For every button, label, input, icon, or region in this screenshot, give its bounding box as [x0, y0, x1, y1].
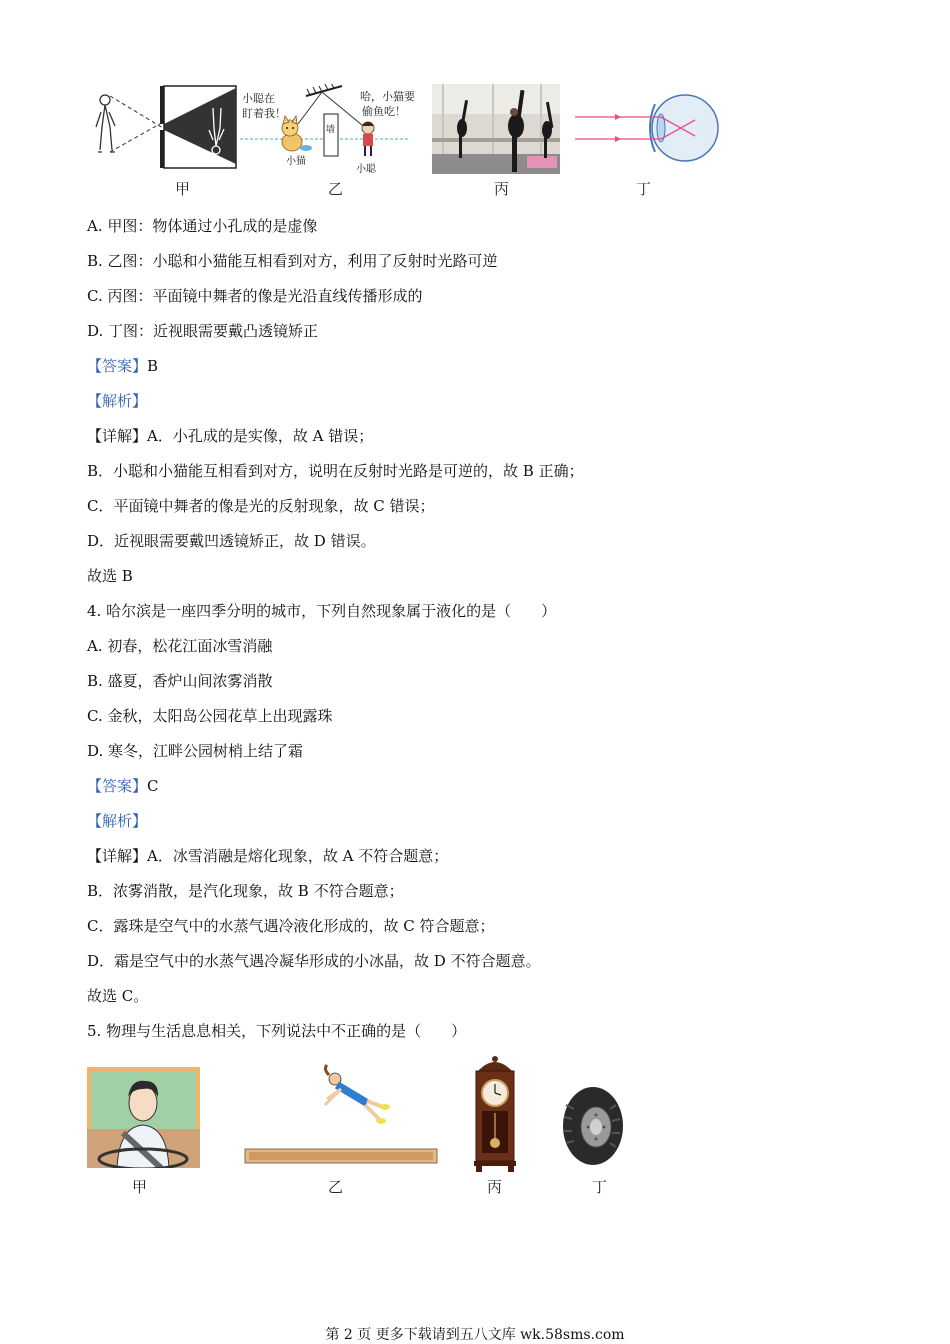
- pinhole-figure: [88, 82, 240, 172]
- pendulum-clock-figure: [470, 1055, 520, 1172]
- speech-cat-line1: 小聪在: [242, 92, 275, 105]
- q4-option-a: A. 初春，松花江面冰雪消融: [87, 637, 273, 655]
- dancer-mirror-photo: [432, 84, 560, 174]
- figure-caption-ding: 丁: [636, 180, 652, 198]
- q4-conclusion: 故选 C。: [87, 987, 149, 1005]
- q5-caption-jia: 甲: [132, 1178, 148, 1196]
- answer-value: C: [147, 777, 159, 795]
- boy-icon: [362, 122, 374, 156]
- q5-caption-bing: 丙: [487, 1178, 503, 1196]
- page-footer: 第 2 页 更多下载请到五八文库 wk.58sms.com: [325, 1327, 625, 1343]
- q3-analysis-tag: 【解析】: [87, 392, 148, 410]
- q3-detail-d: D．近视眼需要戴凹透镜矫正，故 D 错误。: [87, 532, 376, 550]
- q4-answer: [87, 776, 159, 796]
- detail-text: A．冰雪消融是熔化现象，故 A 不符合题意；: [147, 847, 449, 865]
- cat-icon: [282, 116, 312, 151]
- q3-option-c: C. 丙图：平面镜中舞者的像是光沿直线传播形成的: [87, 287, 423, 305]
- long-jump-figure: [243, 1063, 440, 1171]
- q4-analysis-tag: 【解析】: [87, 812, 148, 830]
- q3-detail-b: B．小聪和小猫能互相看到对方，说明在反射时光路是可逆的，故 B 正确；: [87, 462, 584, 480]
- driver-seatbelt-figure: [87, 1067, 200, 1168]
- q5-stem: 5. 物理与生活息息相关，下列说法中不正确的是（ ）: [87, 1022, 467, 1040]
- detail-text: A．小孔成的是实像，故 A 错误；: [147, 427, 374, 445]
- q4-detail-a: [87, 846, 448, 866]
- speech-cat-line2: 盯着我！: [242, 107, 286, 120]
- q4-option-c: C. 金秋，太阳岛公园花草上出现露珠: [87, 707, 333, 725]
- jumper-icon: [325, 1065, 390, 1124]
- figure-caption-bing: 丙: [494, 180, 510, 198]
- q3-option-a: A. 甲图：物体通过小孔成的是虚像: [87, 217, 318, 235]
- answer-value: B: [147, 357, 159, 375]
- boy-label: 小聪: [356, 164, 376, 175]
- eye-diagram: [575, 90, 720, 168]
- answer-tag: 【答案】: [87, 357, 148, 375]
- q4-detail-d: D．霜是空气中的水蒸气遇冷凝华形成的小冰晶，故 D 不符合题意。: [87, 952, 541, 970]
- tire-figure: [560, 1085, 626, 1167]
- q3-detail-c: C．平面镜中舞者的像是光的反射现象，故 C 错误；: [87, 497, 435, 515]
- q3-option-d: D. 丁图：近视眼需要戴凸透镜矫正: [87, 322, 319, 340]
- q4-detail-b: B．浓雾消散，是汽化现象，故 B 不符合题意；: [87, 882, 404, 900]
- q5-caption-ding: 丁: [592, 1178, 608, 1196]
- detail-tag: 【详解】: [87, 427, 148, 445]
- q4-detail-c: C．露珠是空气中的水蒸气遇冷液化形成的，故 C 符合题意；: [87, 917, 495, 935]
- answer-tag: 【答案】: [87, 777, 148, 795]
- mirror-reflection-figure: [240, 84, 430, 176]
- detail-tag: 【详解】: [87, 847, 148, 865]
- speech-boy-line2: 偷鱼吃！: [362, 105, 406, 118]
- cat-label: 小猫: [286, 156, 306, 167]
- speech-boy-line1: 哈，小猫要: [360, 90, 415, 103]
- q3-conclusion: 故选 B: [87, 567, 133, 585]
- q4-stem: 4. 哈尔滨是一座四季分明的城市，下列自然现象属于液化的是（ ）: [87, 602, 557, 620]
- wall-label: 墙: [326, 125, 336, 135]
- q3-option-b: B. 乙图：小聪和小猫能互相看到对方，利用了反射时光路可逆: [87, 252, 498, 270]
- figure-caption-yi: 乙: [328, 180, 344, 198]
- q5-caption-yi: 乙: [328, 1178, 344, 1196]
- figure-caption-jia: 甲: [175, 180, 191, 198]
- q4-option-d: D. 寒冬，江畔公园树梢上结了霜: [87, 742, 304, 760]
- q3-detail-a: [87, 426, 373, 446]
- q4-option-b: B. 盛夏，香炉山间浓雾消散: [87, 672, 273, 690]
- q3-answer: [87, 356, 158, 376]
